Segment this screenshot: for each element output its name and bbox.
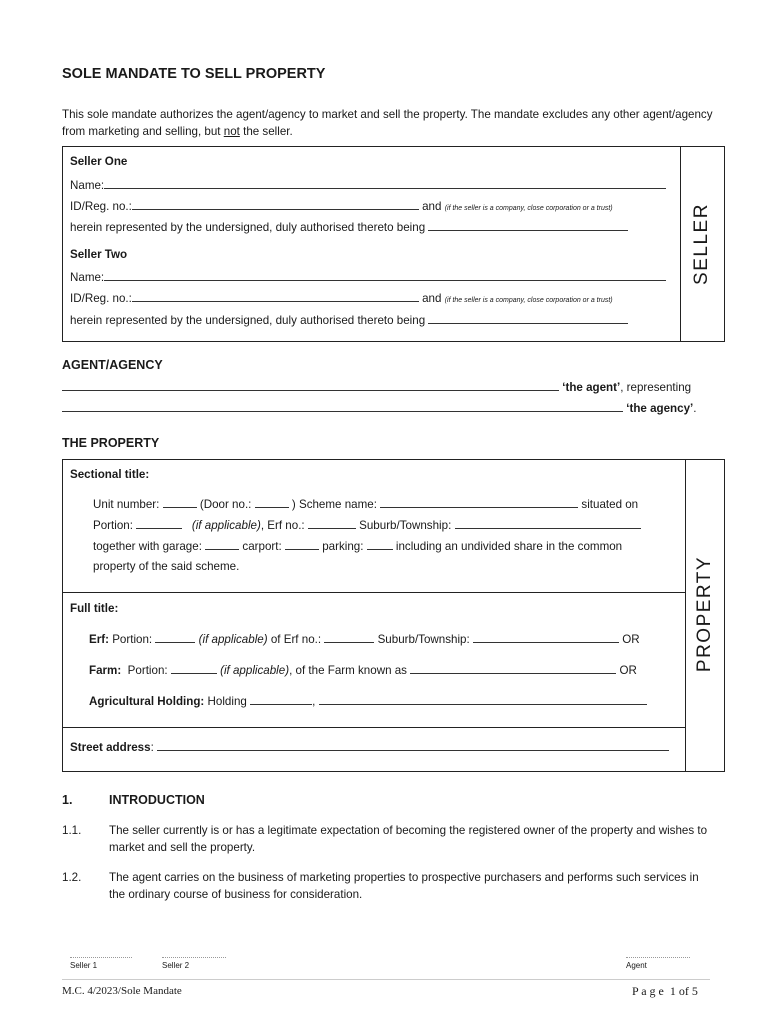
undivided-share-text: including an undivided share in the common xyxy=(395,540,623,553)
seller-one-rep-field[interactable] xyxy=(428,220,628,231)
property-heading: THE PROPERTY xyxy=(62,436,160,450)
property-side-label: PROPERTY xyxy=(694,555,715,673)
seller-two-and: and xyxy=(422,292,442,305)
seller-one-id-field[interactable] xyxy=(132,199,419,210)
clause-1-1-number: 1.1. xyxy=(62,824,82,837)
farm-name-field[interactable] xyxy=(410,663,616,674)
suburb-field[interactable] xyxy=(455,518,641,529)
farm-portion-label: Portion: xyxy=(127,664,168,677)
erf-label: Erf: xyxy=(89,633,109,646)
street-address-field[interactable] xyxy=(157,740,669,751)
erf-no-field[interactable] xyxy=(308,518,356,529)
seller-1-signature-label: Seller 1 xyxy=(70,961,98,970)
sectional-title-heading: Sectional title: xyxy=(70,468,150,481)
seller-two-note: (if the seller is a company, close corporation or a trust) xyxy=(444,297,613,304)
page-label: P a g e xyxy=(632,984,664,998)
street-colon: : xyxy=(150,741,154,754)
introduction-heading: INTRODUCTION xyxy=(109,793,205,807)
scheme-name-label: ) Scheme name: xyxy=(291,498,377,511)
holding-label: Holding xyxy=(207,695,247,708)
intro-paragraph xyxy=(62,106,722,140)
parking-field[interactable] xyxy=(367,539,393,550)
seller-one-note: (if the seller is a company, close corporation or a trust) xyxy=(444,205,613,212)
holding-field[interactable] xyxy=(250,694,312,705)
portion-label: Portion: xyxy=(93,519,133,532)
erf-suburb-label: Suburb/Township: xyxy=(377,633,470,646)
agricultural-holding-label: Agricultural Holding: xyxy=(89,695,205,708)
situated-on-text: situated on xyxy=(581,498,639,511)
seller-two-heading: Seller Two xyxy=(70,248,128,261)
parking-label: parking: xyxy=(322,540,364,553)
common-property-text: property of the said scheme. xyxy=(93,560,240,573)
unit-number-field[interactable] xyxy=(163,497,197,508)
erf-no-full-field[interactable] xyxy=(324,632,374,643)
seller-two-name-label: Name: xyxy=(70,271,105,284)
agent-signature-label: Agent xyxy=(626,961,647,970)
seller-side-label: SELLER xyxy=(691,203,712,285)
unit-number-label: Unit number: xyxy=(93,498,160,511)
holding-name-field[interactable] xyxy=(319,694,647,705)
erf-if-applicable: (if applicable) xyxy=(198,633,268,646)
intro-emphasis: not xyxy=(223,125,240,138)
erf-no-label: , Erf no.: xyxy=(260,519,305,532)
page-number: 1 of 5 xyxy=(669,984,698,998)
farm-label: Farm: xyxy=(89,664,122,677)
carport-field[interactable] xyxy=(285,539,319,550)
erf-suburb-field[interactable] xyxy=(473,632,619,643)
or-text-1: OR xyxy=(622,633,640,646)
seller-2-signature-label: Seller 2 xyxy=(162,961,190,970)
scheme-name-field[interactable] xyxy=(380,497,578,508)
seller-two-name-field[interactable] xyxy=(104,270,666,281)
or-text-2: OR xyxy=(619,664,637,677)
representing-text: , representing xyxy=(620,381,692,394)
door-no-field[interactable] xyxy=(255,497,289,508)
farm-known-label: , of the Farm known as xyxy=(289,664,407,677)
full-title-heading: Full title: xyxy=(70,602,119,615)
seller-one-id-label: ID/Reg. no.: xyxy=(70,200,132,213)
seller-two-id-label: ID/Reg. no.: xyxy=(70,292,132,305)
carport-label: carport: xyxy=(242,540,282,553)
agency-term: ‘the agency’ xyxy=(626,402,694,415)
seller-one-represented: herein represented by the undersigned, duly authorised thereto being xyxy=(70,221,426,234)
farm-portion-field[interactable] xyxy=(171,663,217,674)
if-applicable-text: (if applicable) xyxy=(191,519,261,532)
intro-text: This sole mandate authorizes the agent/agency to market and sell the property. The mandate excludes any other agent/agency from marketing and selling, but xyxy=(62,108,713,138)
clause-1-2-number: 1.2. xyxy=(62,871,82,884)
clause-1-1-text: The seller currently is or has a legitimate expectation of becoming the registered owner of the property and wishes to market and sell the property. xyxy=(109,824,708,854)
garage-field[interactable] xyxy=(205,539,239,550)
street-address-label: Street address xyxy=(70,741,151,754)
seller-one-name-field[interactable] xyxy=(104,178,666,189)
seller-two-id-field[interactable] xyxy=(132,291,419,302)
seller-one-heading: Seller One xyxy=(70,155,128,168)
garage-label: together with garage: xyxy=(93,540,202,553)
introduction-number: 1. xyxy=(62,793,73,807)
document-reference: M.C. 4/2023/Sole Mandate xyxy=(62,985,182,997)
clause-1-2-text: The agent carries on the business of marketing properties to prospective purchasers and performs such services in the ordinary course of business for consideration. xyxy=(109,871,699,901)
seller-2-signature-line[interactable] xyxy=(162,957,226,958)
agent-field[interactable] xyxy=(62,380,559,391)
erf-portion-label: Portion: xyxy=(112,633,153,646)
seller-1-signature-line[interactable] xyxy=(70,957,132,958)
erf-portion-field[interactable] xyxy=(155,632,195,643)
agent-term: ‘the agent’ xyxy=(562,381,621,394)
holding-comma: , xyxy=(312,695,316,708)
suburb-label: Suburb/Township: xyxy=(359,519,452,532)
seller-one-and: and xyxy=(422,200,442,213)
erf-of-label: of Erf no.: xyxy=(270,633,322,646)
door-no-label: (Door no.: xyxy=(199,498,252,511)
seller-one-name-label: Name: xyxy=(70,179,105,192)
intro-text-end: the seller. xyxy=(239,125,293,138)
seller-two-rep-field[interactable] xyxy=(428,313,628,324)
agent-signature-line[interactable] xyxy=(626,957,690,958)
agency-heading: AGENT/AGENCY xyxy=(62,358,163,372)
document-title: SOLE MANDATE TO SELL PROPERTY xyxy=(62,66,326,82)
farm-if-applicable: (if applicable) xyxy=(220,664,290,677)
portion-field[interactable] xyxy=(136,518,182,529)
agency-field[interactable] xyxy=(62,401,623,412)
seller-two-represented: herein represented by the undersigned, duly authorised thereto being xyxy=(70,314,426,327)
agency-period: . xyxy=(693,402,697,415)
